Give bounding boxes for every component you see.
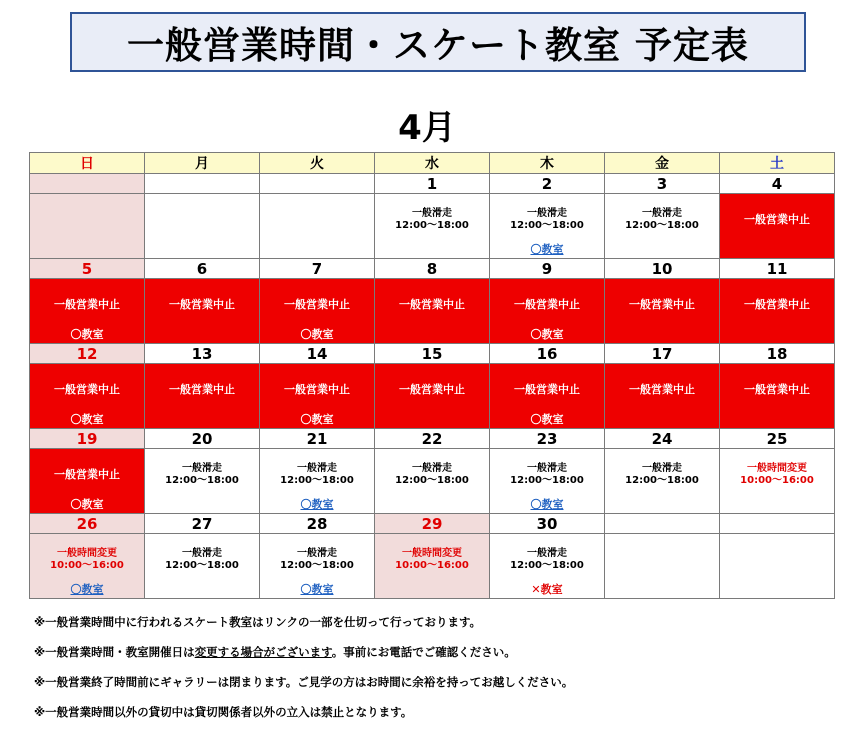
session-label: 一般営業中止: [399, 298, 465, 311]
date-cell: 1: [375, 174, 490, 194]
session-label: 一般営業中止: [284, 298, 350, 311]
date-cell: 11: [720, 259, 835, 279]
session-label: 一般営業中止: [744, 298, 810, 311]
calendar-table: [29, 152, 835, 599]
day-schedule-cell: [260, 194, 375, 259]
date-cell: 10: [605, 259, 720, 279]
date-row: [30, 259, 835, 279]
session-label: 一般営業中止: [514, 383, 580, 396]
day-schedule-cell: [375, 279, 490, 344]
class-held-badge: 〇教室: [70, 413, 104, 426]
notes-section: [34, 614, 834, 734]
session-hours: 12:00～18:00: [510, 220, 584, 231]
closed-notice: [720, 214, 834, 226]
class-held-badge[interactable]: 〇教室: [70, 583, 104, 596]
date-cell: 27: [145, 514, 260, 534]
schedule-row: [30, 364, 835, 429]
session-label: 一般営業中止: [514, 298, 580, 311]
session-label: 一般滑走: [412, 208, 452, 219]
day-schedule-cell: [30, 279, 145, 344]
closed-notice: [30, 469, 144, 481]
day-schedule-cell: [720, 279, 835, 344]
session-hours: 12:00～18:00: [280, 560, 354, 571]
session-hours: 12:00～18:00: [625, 220, 699, 231]
closed-notice: [605, 299, 719, 311]
session-hours: 12:00～18:00: [395, 220, 469, 231]
date-cell: 14: [260, 344, 375, 364]
session-hours: 12:00～18:00: [395, 475, 469, 486]
date-cell: 19: [30, 429, 145, 449]
session-label: 一般営業中止: [629, 298, 695, 311]
public-skating-hours: [375, 208, 489, 232]
date-cell: [720, 514, 835, 534]
schedule-row: [30, 194, 835, 259]
class-held-badge[interactable]: 〇教室: [530, 498, 564, 511]
public-skating-hours: [490, 208, 604, 232]
session-label: 一般滑走: [297, 463, 337, 474]
day-schedule-cell: [605, 194, 720, 259]
closed-notice: [145, 384, 259, 396]
session-label: 一般営業中止: [399, 383, 465, 396]
date-cell: [260, 174, 375, 194]
day-schedule-cell: [30, 449, 145, 514]
note-line: [34, 644, 834, 660]
session-label: 一般滑走: [527, 208, 567, 219]
day-schedule-cell: [375, 364, 490, 429]
closed-notice: [605, 384, 719, 396]
note-emphasis: 変更する場合がございます: [194, 645, 332, 659]
closed-notice: [375, 299, 489, 311]
session-label: 一般滑走: [527, 548, 567, 559]
date-cell: [605, 514, 720, 534]
date-cell: 7: [260, 259, 375, 279]
session-label: 一般滑走: [642, 208, 682, 219]
date-row: [30, 429, 835, 449]
weekday-thursday: 木: [490, 153, 605, 174]
weekday-friday: 金: [605, 153, 720, 174]
date-row: [30, 514, 835, 534]
day-schedule-cell: [490, 364, 605, 429]
date-cell: 29: [375, 514, 490, 534]
public-skating-hours: [260, 463, 374, 487]
date-cell: [145, 174, 260, 194]
closed-notice: [145, 299, 259, 311]
session-hours: 10:00～16:00: [395, 560, 469, 571]
public-skating-hours: [260, 548, 374, 572]
day-schedule-cell: [490, 194, 605, 259]
day-schedule-cell: [375, 534, 490, 599]
closed-notice: [720, 384, 834, 396]
weekday-saturday: 土: [720, 153, 835, 174]
day-schedule-cell: [605, 279, 720, 344]
schedule-row: [30, 534, 835, 599]
hours-change-notice: [375, 548, 489, 572]
closed-notice: [260, 384, 374, 396]
session-label: 一般時間変更: [747, 463, 807, 474]
weekday-header-row: [30, 153, 835, 174]
class-held-badge: 〇教室: [70, 328, 104, 341]
schedule-row: [30, 449, 835, 514]
note-text: ※一般営業時間・教室開催日は: [34, 645, 195, 659]
public-skating-hours: [605, 208, 719, 232]
day-schedule-cell: [720, 364, 835, 429]
date-cell: 2: [490, 174, 605, 194]
date-cell: 23: [490, 429, 605, 449]
session-hours: 12:00～18:00: [510, 560, 584, 571]
closed-notice: [30, 384, 144, 396]
date-cell: 24: [605, 429, 720, 449]
day-schedule-cell: [30, 194, 145, 259]
session-label: 一般営業中止: [54, 383, 120, 396]
session-hours: 10:00～16:00: [50, 560, 124, 571]
session-label: 一般滑走: [527, 463, 567, 474]
note-text-end: 。事前にお電話でご確認ください。: [331, 645, 516, 659]
schedule-row: [30, 279, 835, 344]
month-heading: 4月: [398, 108, 456, 148]
date-cell: 20: [145, 429, 260, 449]
note-text: ※一般営業時間中に行われるスケート教室はリンクの一部を仕切って行っております。: [34, 615, 482, 629]
class-held-badge: 〇教室: [530, 413, 564, 426]
public-skating-hours: [375, 463, 489, 487]
note-line: [34, 674, 834, 690]
session-hours: 12:00～18:00: [165, 560, 239, 571]
session-label: 一般営業中止: [284, 383, 350, 396]
day-schedule-cell: [260, 534, 375, 599]
class-held-badge[interactable]: 〇教室: [300, 583, 334, 596]
closed-notice: [30, 299, 144, 311]
session-hours: 12:00～18:00: [280, 475, 354, 486]
day-schedule-cell: [605, 534, 720, 599]
public-skating-hours: [605, 463, 719, 487]
day-schedule-cell: [720, 194, 835, 259]
date-cell: 5: [30, 259, 145, 279]
day-schedule-cell: [605, 364, 720, 429]
weekday-tuesday: 火: [260, 153, 375, 174]
public-skating-hours: [145, 548, 259, 572]
date-cell: 22: [375, 429, 490, 449]
date-cell: 25: [720, 429, 835, 449]
note-line: [34, 614, 834, 630]
public-skating-hours: [145, 463, 259, 487]
day-schedule-cell: [375, 194, 490, 259]
session-label: 一般営業中止: [629, 383, 695, 396]
day-schedule-cell: [720, 534, 835, 599]
day-schedule-cell: [145, 449, 260, 514]
date-cell: 12: [30, 344, 145, 364]
day-schedule-cell: [30, 534, 145, 599]
day-schedule-cell: [30, 364, 145, 429]
note-text: ※一般営業時間以外の貸切中は貸切関係者以外の立入は禁止となります。: [34, 705, 413, 719]
day-schedule-cell: [490, 279, 605, 344]
session-hours: 12:00～18:00: [510, 475, 584, 486]
weekday-sunday: 日: [30, 153, 145, 174]
weekday-monday: 月: [145, 153, 260, 174]
class-held-badge: 〇教室: [300, 413, 334, 426]
note-line: [34, 704, 834, 720]
hours-change-notice: [30, 548, 144, 572]
session-label: 一般営業中止: [54, 298, 120, 311]
day-schedule-cell: [145, 364, 260, 429]
date-cell: 15: [375, 344, 490, 364]
date-cell: 18: [720, 344, 835, 364]
day-schedule-cell: [720, 449, 835, 514]
date-cell: 13: [145, 344, 260, 364]
session-label: 一般時間変更: [57, 548, 117, 559]
date-cell: 17: [605, 344, 720, 364]
closed-notice: [375, 384, 489, 396]
closed-notice: [260, 299, 374, 311]
date-cell: [30, 174, 145, 194]
day-schedule-cell: [145, 279, 260, 344]
session-hours: 10:00～16:00: [740, 475, 814, 486]
class-held-badge[interactable]: 〇教室: [530, 243, 564, 256]
hours-change-notice: [720, 463, 834, 487]
session-label: 一般営業中止: [744, 383, 810, 396]
session-label: 一般時間変更: [402, 548, 462, 559]
session-label: 一般営業中止: [744, 213, 810, 226]
session-label: 一般滑走: [412, 463, 452, 474]
session-label: 一般営業中止: [169, 298, 235, 311]
session-label: 一般営業中止: [54, 468, 120, 481]
date-cell: 8: [375, 259, 490, 279]
day-schedule-cell: [375, 449, 490, 514]
day-schedule-cell: [145, 534, 260, 599]
day-schedule-cell: [490, 449, 605, 514]
class-cancelled-badge: ✕教室: [531, 583, 563, 596]
date-cell: 16: [490, 344, 605, 364]
date-cell: 30: [490, 514, 605, 534]
date-cell: 4: [720, 174, 835, 194]
public-skating-hours: [490, 548, 604, 572]
date-cell: 3: [605, 174, 720, 194]
day-schedule-cell: [260, 364, 375, 429]
day-schedule-cell: [605, 449, 720, 514]
date-cell: 6: [145, 259, 260, 279]
session-label: 一般滑走: [297, 548, 337, 559]
date-cell: 26: [30, 514, 145, 534]
note-text: ※一般営業終了時間前にギャラリーは閉まります。ご見学の方はお時間に余裕を持ってお越しください。: [34, 675, 574, 689]
schedule-title: 一般営業時間・スケート教室 予定表: [127, 24, 749, 67]
session-label: 一般滑走: [182, 548, 222, 559]
date-cell: 9: [490, 259, 605, 279]
public-skating-hours: [490, 463, 604, 487]
schedule-title-banner: [70, 12, 806, 72]
closed-notice: [490, 299, 604, 311]
class-held-badge[interactable]: 〇教室: [300, 498, 334, 511]
day-schedule-cell: [260, 279, 375, 344]
session-label: 一般滑走: [182, 463, 222, 474]
session-label: 一般営業中止: [169, 383, 235, 396]
day-schedule-cell: [145, 194, 260, 259]
class-held-badge: 〇教室: [70, 498, 104, 511]
session-hours: 12:00～18:00: [625, 475, 699, 486]
date-cell: 21: [260, 429, 375, 449]
day-schedule-cell: [260, 449, 375, 514]
session-hours: 12:00～18:00: [165, 475, 239, 486]
day-schedule-cell: [490, 534, 605, 599]
date-row: [30, 174, 835, 194]
session-label: 一般滑走: [642, 463, 682, 474]
closed-notice: [490, 384, 604, 396]
class-held-badge: 〇教室: [530, 328, 564, 341]
closed-notice: [720, 299, 834, 311]
date-row: [30, 344, 835, 364]
weekday-wednesday: 水: [375, 153, 490, 174]
date-cell: 28: [260, 514, 375, 534]
class-held-badge: 〇教室: [300, 328, 334, 341]
